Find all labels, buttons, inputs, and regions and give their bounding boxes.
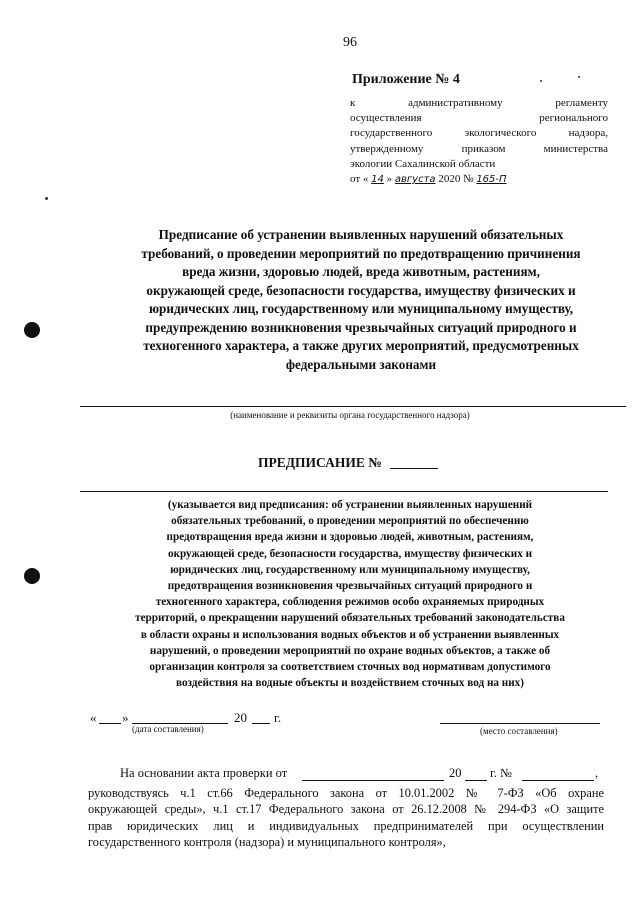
- note-line: в области охраны и использования водных объектов и об устранении выявленных: [140, 628, 560, 641]
- note-line: обязательных требований, о проведении мероприятий по обеспечению: [171, 515, 529, 528]
- inspection-year-field[interactable]: [465, 780, 487, 781]
- body-line: прав юридических лиц и индивидуальных предпринимателей при осуществлении: [88, 818, 604, 833]
- binder-hole: [24, 568, 40, 584]
- body-line1-a: На основании акта проверки от: [120, 766, 288, 780]
- note-line: предотвращения вреда жизни и здоровью людей, животным, растениям,: [166, 531, 534, 544]
- title-line: Предписание об устранении выявленных нарушений обязательных: [158, 227, 564, 242]
- note-line: окружающей среде, безопасности государства, имуществу физических и: [167, 547, 533, 560]
- handwritten-number: 165-П: [476, 174, 507, 186]
- date-caption: (дата составления): [132, 724, 204, 734]
- title-line: предупреждению возникновения чрезвычайных ситуаций природного и: [145, 319, 577, 335]
- note-line: территорий, о прекращении нарушений обязательных требований законодательства: [135, 612, 565, 625]
- order-type-note: [70, 497, 630, 691]
- body-line: окружающей среды», ч.1 ст.17 Федерального закона от 26.12.2008 № 294-ФЗ «О защите: [88, 802, 604, 817]
- day-field[interactable]: [99, 723, 121, 724]
- note-line: юридических лиц, государственному или муниципальному имуществу,: [170, 563, 530, 576]
- appendix-line: экологии Сахалинской области: [350, 157, 496, 170]
- inspection-number-field[interactable]: [522, 780, 594, 781]
- appendix-reference: [350, 96, 608, 187]
- note-line: предотвращения возникновения чрезвычайных ситуаций природного и: [167, 580, 533, 593]
- place-caption: (место составления): [480, 726, 558, 736]
- binder-hole: [24, 322, 40, 338]
- body-line1-c: г. №: [490, 766, 512, 780]
- scan-speck: [578, 76, 580, 78]
- authority-field-line: [80, 406, 626, 407]
- inspection-date-field[interactable]: [302, 780, 444, 781]
- body-line1-d: ,: [595, 766, 599, 780]
- year-suffix: г.: [274, 710, 282, 725]
- body-line1-b: 20: [449, 766, 462, 780]
- title-line: федеральными законами: [285, 356, 437, 372]
- handwritten-day: 14: [371, 174, 384, 186]
- order-type-line: [80, 491, 608, 492]
- handwritten-month: августа: [394, 174, 436, 186]
- body-line: руководствуясь ч.1 ст.66 Федерального закона от 10.01.2002 № 7-ФЗ «Об охране: [88, 786, 604, 800]
- appendix-line: к административному регламенту: [350, 97, 608, 109]
- scan-speck: [45, 197, 48, 200]
- note-line: воздействия на водные объекты и воздействием сточных вод на них): [175, 677, 524, 690]
- note-line: (указывается вид предписания: об устранении выявленных нарушений: [167, 499, 533, 511]
- note-line: техногенного характера, соблюдения режимов особо охраняемых природных: [155, 596, 545, 609]
- note-line: нарушений, о проведении мероприятий по охране водных объектов, а также об: [149, 644, 551, 657]
- title-line: требований, о проведении мероприятий по предотвращению причинения: [141, 245, 581, 261]
- title-line: вреда жизни, здоровью людей, вреда животным, растениям,: [182, 264, 540, 279]
- year-prefix: 20: [234, 710, 247, 725]
- appendix-line: осуществления регионального: [350, 112, 608, 125]
- place-field[interactable]: [440, 723, 600, 724]
- year-field[interactable]: [252, 723, 270, 724]
- date-close-quote: »: [122, 710, 129, 725]
- page-number: 96: [343, 35, 357, 50]
- authority-caption: (наименование и реквизиты органа государственного надзора): [230, 410, 470, 420]
- scan-speck: [540, 80, 542, 82]
- title-line: окружающей среде, безопасности государства, имуществу физических и: [146, 282, 576, 298]
- note-line: организации контроля за соответствием сточных вод нормативам допустимого: [149, 661, 551, 674]
- order-number-line: [390, 468, 438, 469]
- date-open-quote: «: [90, 710, 97, 725]
- body-line: государственного контроля (надзора) и муниципального контроля»,: [88, 834, 446, 849]
- appendix-title: Приложение № 4: [352, 72, 460, 87]
- main-title: [78, 226, 640, 374]
- title-line: техногенного характера, а также других мероприятий, предусмотренных: [143, 338, 579, 353]
- order-heading: ПРЕДПИСАНИЕ №: [258, 455, 382, 470]
- body-paragraph: [88, 785, 604, 850]
- appendix-line: государственного экологического надзора,: [350, 127, 608, 140]
- approval-date-line: от « 14 » августа 2020 № 165-П: [350, 173, 507, 186]
- title-line: юридических лиц, государственному или муниципальному имуществу,: [148, 301, 574, 316]
- appendix-line: утвержденному приказом министерства: [350, 142, 608, 155]
